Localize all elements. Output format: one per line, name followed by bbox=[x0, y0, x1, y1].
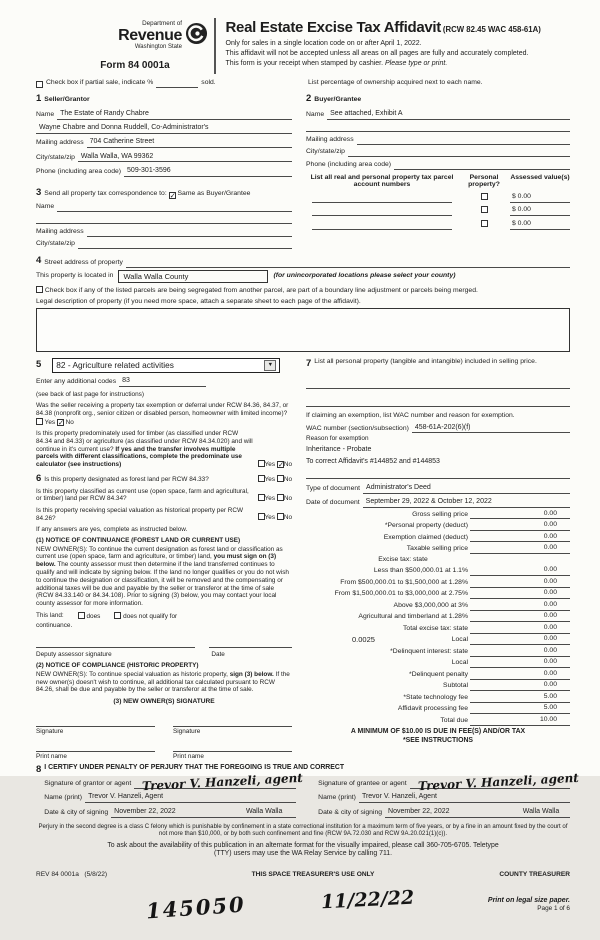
partial-sale-suffix: sold. bbox=[201, 79, 216, 86]
signature-label: Signature bbox=[173, 727, 201, 735]
land-use-code-select[interactable]: 82 - Agriculture related activities ▼ bbox=[52, 358, 280, 373]
wac-number-line[interactable]: 458-61A-202(6)(f) bbox=[412, 423, 570, 434]
excise-row: From $1,500,000.01 to $3,000,000 at 2.75% 0.00 bbox=[306, 588, 570, 600]
excise-agricultural-value[interactable]: 0.00 bbox=[470, 612, 570, 622]
same-as-buyer-checkbox[interactable] bbox=[169, 192, 176, 199]
agency-sub-label: Washington State bbox=[134, 44, 182, 51]
grantor-signing-block bbox=[44, 771, 304, 817]
historical-yes-checkbox[interactable] bbox=[258, 513, 265, 520]
section1-title: Seller/Grantor bbox=[44, 96, 90, 104]
grantor-signature-label: Signature of grantor or agent bbox=[44, 780, 132, 788]
current-use-question: Is this property classified as current use (open space, farm and agricultural, or timber) land per RCW 84.34? Yes No bbox=[36, 487, 292, 503]
receipt-number-handwriting: 145050 bbox=[145, 891, 247, 924]
excise-tier4-value[interactable]: 0.00 bbox=[470, 601, 570, 611]
excise-tier1-value[interactable]: 0.00 bbox=[470, 566, 570, 576]
segregated-label: Check box if any of the listed parcels are being segregated from another parcel, are part of a boundary line adjustment or parcels being merged. bbox=[44, 286, 478, 294]
signature-label: Signature bbox=[36, 727, 64, 735]
does-not-checkbox[interactable] bbox=[114, 612, 121, 619]
notice-compliance-title: (2) NOTICE OF COMPLIANCE (HISTORIC PROPERTY) bbox=[36, 661, 199, 669]
header-line-3: This form is your receipt when stamped by cashier. Please type or print. bbox=[225, 59, 448, 67]
street-address-line[interactable] bbox=[126, 259, 570, 268]
excise-tier2-value[interactable]: 0.00 bbox=[470, 578, 570, 588]
historical-question: Is this property receiving special valuation as historical property per RCW 84.26? Yes No bbox=[36, 506, 292, 522]
money-row: *Personal property (deduct) 0.00 bbox=[306, 519, 570, 531]
partial-sale-label: Check box if partial sale, indicate % bbox=[46, 79, 154, 86]
check-icon: ✓ bbox=[277, 459, 285, 469]
state-technology-fee-value[interactable]: 5.00 bbox=[470, 693, 570, 703]
seller-mailing-label: Mailing address bbox=[36, 139, 84, 147]
perjury-statement: Perjury in the second degree is a class C felony which is punishable by confinement in a state correctional institution for a maximum term of five years, or by a fine in an amount fixed by the court of not more than $10,000, or by both such confinement and fine (RCW 9A.72.030 and RCW 9A.20.021(1)(c)). bbox=[38, 822, 568, 838]
grantee-printname-line[interactable]: Trevor V. Hanzeli, Agent bbox=[359, 792, 570, 803]
forest-no-checkbox[interactable] bbox=[277, 475, 284, 482]
forest-yes-checkbox[interactable] bbox=[258, 475, 265, 482]
current-use-no-checkbox[interactable] bbox=[277, 494, 284, 501]
print-name-label: Print name bbox=[36, 752, 67, 760]
buyer-column bbox=[306, 88, 570, 249]
section1-number: 1 bbox=[36, 92, 42, 104]
partial-sale-percent-line[interactable] bbox=[156, 80, 198, 88]
title-block bbox=[226, 12, 541, 74]
tax-corr-name-line[interactable] bbox=[57, 203, 292, 212]
partial-sale-checkbox[interactable] bbox=[36, 81, 43, 88]
tax-corr-mailing-label: Mailing address bbox=[36, 227, 84, 235]
money-row: *State technology fee 5.00 bbox=[306, 691, 570, 703]
dor-logo-block bbox=[88, 12, 208, 74]
continuance-label: continuance. bbox=[36, 621, 73, 629]
tax-corr-name-line-2[interactable] bbox=[36, 215, 292, 224]
reason-exemption-value-1: Inheritance - Probate bbox=[306, 446, 372, 454]
notice-continuance-title: (1) NOTICE OF CONTINUANCE (FOREST LAND OR CURRENT USE) bbox=[36, 536, 241, 544]
tax-corr-name-label: Name bbox=[36, 202, 55, 210]
seller-name-line-2[interactable]: Wayne Chabre and Donna Ruddell, Co-Administrator's bbox=[36, 123, 292, 134]
seller-phone-line[interactable]: 509-301-3596 bbox=[124, 166, 292, 177]
personal-property-checkbox[interactable] bbox=[481, 206, 488, 213]
check-icon: ✓ bbox=[57, 417, 65, 427]
agency-name: Revenue bbox=[118, 27, 182, 45]
deputy-assessor-label: Deputy assessor signature bbox=[36, 651, 112, 659]
ownership-percentage-note: List percentage of ownership acquired next to each name. bbox=[308, 79, 483, 86]
rev-date: (5/8/22) bbox=[84, 871, 108, 878]
parcel-number-line[interactable] bbox=[312, 208, 452, 216]
parcel-number-line[interactable] bbox=[312, 195, 452, 203]
form-title: Real Estate Excise Tax Affidavit bbox=[225, 19, 441, 36]
personal-property-deduct-value[interactable]: 0.00 bbox=[470, 521, 570, 531]
reason-exemption-label: Reason for exemption bbox=[306, 435, 369, 443]
land-qualify-row: This land: does does not qualify for bbox=[36, 612, 178, 621]
excise-row: Above $3,000,000 at 3% 0.00 bbox=[306, 599, 570, 611]
tax-corr-mailing-line[interactable] bbox=[87, 228, 292, 237]
additional-codes-label: Enter any additional codes bbox=[36, 378, 117, 386]
total-excise-state-value[interactable]: 0.00 bbox=[470, 624, 570, 634]
grantor-date-label: Date & city of signing bbox=[44, 808, 109, 816]
exemption-yes-checkbox[interactable] bbox=[36, 418, 43, 425]
deputy-assessor-signature-line[interactable] bbox=[36, 639, 195, 648]
excise-tier3-value[interactable]: 0.00 bbox=[470, 589, 570, 599]
header-line-2: This affidavit will not be accepted unless all areas on all pages are fully and accurately completed. bbox=[225, 49, 529, 57]
personal-property-checkbox[interactable] bbox=[481, 193, 488, 200]
excise-row: Less than $500,000.01 at 1.1% 0.00 bbox=[306, 565, 570, 577]
agency-small-label: Department of bbox=[142, 20, 182, 27]
taxable-selling-price-value[interactable]: 0.00 bbox=[470, 544, 570, 554]
section4 bbox=[36, 255, 570, 352]
excise-row: Agricultural and timberland at 1.28% 0.00 bbox=[306, 611, 570, 623]
unincorporated-note: (for unincorporated locations please select your county) bbox=[273, 271, 456, 279]
certify-statement: I CERTIFY UNDER PENALTY OF PERJURY THAT THE FOREGOING IS TRUE AND CORRECT bbox=[44, 764, 345, 772]
parcel-table-header bbox=[306, 174, 570, 190]
grantee-signature-line[interactable] bbox=[410, 771, 579, 794]
section8-number: 8 bbox=[36, 764, 42, 776]
grantee-city-line[interactable]: Walla Walla bbox=[512, 807, 570, 818]
personal-property-list-line-2[interactable] bbox=[306, 398, 570, 407]
grantor-date-line[interactable]: November 22, 2022 bbox=[111, 807, 232, 818]
new-owner-signature-line-2[interactable] bbox=[173, 718, 292, 727]
assessed-value-col-header: Assessed value(s) bbox=[510, 173, 570, 181]
section8 bbox=[36, 764, 579, 817]
money-row: Local 0.00 bbox=[306, 657, 570, 669]
section4-number: 4 bbox=[36, 255, 42, 267]
rev-number: REV 84 0001a bbox=[36, 871, 79, 878]
buyer-mailing-label: Mailing address bbox=[306, 135, 354, 143]
form-header bbox=[88, 12, 570, 74]
section5-number: 5 bbox=[36, 359, 42, 371]
reason-exemption-line[interactable] bbox=[306, 470, 570, 479]
local-tax-value[interactable]: 0.00 bbox=[470, 635, 570, 645]
seller-city-line[interactable]: Walla Walla, WA 99362 bbox=[78, 152, 292, 163]
grantee-signature-handwriting: Trevor V. Hanzeli, agent bbox=[417, 771, 579, 794]
buyer-phone-label: Phone (including area code) bbox=[306, 160, 392, 168]
county-treasurer-label: COUNTY TREASURER bbox=[499, 871, 570, 878]
does-checkbox[interactable] bbox=[78, 612, 85, 619]
section6-number: 6 bbox=[36, 472, 42, 484]
minimum-fee-note: A MINIMUM OF $10.00 IS DUE IN FEE(S) AND/OR TAX bbox=[350, 727, 526, 735]
total-due-value[interactable]: 10.00 bbox=[470, 716, 570, 726]
parcel-col-header: List all real and personal property tax parcel account numbers bbox=[310, 173, 454, 189]
legal-description-label: Legal description of property (if you need more space, attach a separate sheet to each page of the affidavit). bbox=[36, 298, 361, 306]
print-note-block bbox=[488, 896, 570, 913]
seller-mailing-line[interactable]: 704 Catherine Street bbox=[87, 137, 292, 148]
money-row: Gross selling price 0.00 bbox=[306, 508, 570, 520]
print-name-label: Print name bbox=[173, 752, 204, 760]
header-line-1: Only for sales in a single location code on or after April 1, 2022. bbox=[225, 39, 422, 47]
tax-corr-city-label: City/state/zip bbox=[36, 240, 75, 248]
header-divider bbox=[214, 18, 216, 74]
this-land-label: This land: bbox=[36, 612, 64, 620]
dor-logo-icon bbox=[185, 22, 208, 45]
money-row: *Delinquent penalty 0.00 bbox=[306, 668, 570, 680]
buyer-city-line[interactable] bbox=[348, 148, 570, 157]
if-yes-note: If any answers are yes, complete as instructed below. bbox=[36, 525, 188, 533]
grantee-signing-block bbox=[318, 771, 579, 817]
same-as-buyer-label: Same as Buyer/Grantee bbox=[177, 190, 251, 198]
new-owner-printname-line-1[interactable] bbox=[36, 743, 155, 752]
section2-title: Buyer/Grantee bbox=[314, 96, 362, 104]
see-instructions-note: *SEE INSTRUCTIONS bbox=[402, 736, 474, 744]
located-in-label: This property is located in bbox=[36, 271, 114, 279]
page-indicator: Page 1 of 6 bbox=[537, 904, 570, 912]
form-number: Form 84 0001a bbox=[100, 59, 170, 71]
accessibility-note: To ask about the availability of this publication in an alternate format for the visually impaired, please call 360-705-6705. Teletype (TTY) users may use the WA Relay Service by calling 711. bbox=[107, 841, 499, 858]
grantor-printname-line[interactable]: Trevor V. Hanzeli, Agent bbox=[85, 792, 296, 803]
delinquent-interest-local-value[interactable]: 0.00 bbox=[470, 658, 570, 668]
see-back-note: (see back of last page for instructions) bbox=[36, 390, 144, 398]
deputy-date-line[interactable] bbox=[209, 639, 292, 648]
grantor-city-line[interactable]: Walla Walla bbox=[232, 807, 296, 818]
new-owner-signature-line-1[interactable] bbox=[36, 718, 155, 727]
print-note: Print on legal size paper. bbox=[487, 896, 570, 904]
county-select[interactable]: Walla Walla County bbox=[118, 270, 268, 284]
local-rate: 0.0025 bbox=[352, 635, 375, 645]
date-of-document-line[interactable]: September 29, 2022 & October 12, 2022 bbox=[363, 497, 570, 508]
parcel-row bbox=[306, 189, 570, 203]
money-row: *Delinquent interest: state 0.00 bbox=[306, 645, 570, 657]
buyer-name-line[interactable]: See attached, Exhibit A bbox=[327, 109, 570, 120]
exemption-deferral-question: Was the seller receiving a property tax exemption or deferral under RCW 84.36, 84.37, or 84.38 (nonprofit org., senior citizen or disabled person, homeowner with limited income)? Yes ✓ No bbox=[36, 402, 289, 427]
stamp-date-handwriting: 11/22/22 bbox=[320, 886, 415, 913]
parcel-row bbox=[306, 203, 570, 217]
buyer-name-label: Name bbox=[306, 110, 325, 118]
section3-label: Send all property tax correspondence to: bbox=[44, 190, 167, 198]
section2-number: 2 bbox=[306, 92, 312, 104]
date-of-document-label: Date of document bbox=[306, 499, 360, 507]
buyer-phone-line[interactable] bbox=[394, 161, 570, 170]
notice-continuance-body: NEW OWNER(S): To continue the current designation as forest land or classification as current use (open space, farm and agriculture, or timber) land, you must sign on (3) below. The county assessor must then determine if the land transferred continues to qualify and will indicate by signing below. If the land no longer qualifies or you do not wish to continue the designation or classification, it will be removed and the compensating or additional taxes will be due and payable by the seller or transferor at the time of sale (RCW 84.33.140 or 84.34.108). Prior to signing (3) below, you may contact your local county assessor for more information. bbox=[36, 545, 289, 608]
grantee-signature-label: Signature of grantee or agent bbox=[318, 780, 407, 788]
reason-exemption-value-2: To correct Affidavit's #144852 and #144853 bbox=[306, 457, 440, 465]
check-icon: ✓ bbox=[169, 191, 176, 201]
assessed-value[interactable]: $ 0.00 bbox=[510, 220, 545, 230]
money-row: Subtotal 0.00 bbox=[306, 680, 570, 692]
seller-column bbox=[36, 88, 292, 249]
grantee-printname-label: Name (print) bbox=[318, 794, 356, 802]
new-owner-printname-line-2[interactable] bbox=[173, 743, 292, 752]
delinquent-penalty-value[interactable]: 0.00 bbox=[470, 670, 570, 680]
affidavit-processing-fee-value[interactable]: 5.00 bbox=[470, 704, 570, 714]
buyer-name-line-2[interactable] bbox=[306, 123, 570, 132]
grantor-signature-handwriting: Trevor V. Hanzeli, agent bbox=[141, 771, 304, 794]
personal-property-checkbox[interactable] bbox=[481, 220, 488, 227]
personal-property-list-line-1[interactable] bbox=[306, 380, 570, 389]
partial-sale-row bbox=[36, 79, 570, 88]
exemption-note: If claiming an exemption, list WAC number and reason for exemption. bbox=[306, 412, 515, 420]
exemption-no-checkbox[interactable] bbox=[57, 419, 64, 426]
money-row: Exemption claimed (deduct) 0.00 bbox=[306, 531, 570, 543]
section7-number: 7 bbox=[306, 357, 312, 369]
historical-no-checkbox[interactable] bbox=[277, 513, 284, 520]
predominate-use-question: Is this property predominately used for timber (as classified under RCW 84.34 and 84.33) or agriculture (as classified under RCW 84.34.020) and will continue in it's current use? If yes and the transfer involves multiple parcels with different classifications, complete the predominate use calculator (see instructions) Yes ✓No bbox=[36, 429, 292, 469]
street-address-label: Street address of property bbox=[44, 258, 123, 266]
personal-property-col-header: Personal property? bbox=[468, 173, 500, 189]
money-row: Taxable selling price 0.00 bbox=[306, 542, 570, 554]
excise-tax-state-header: Excise tax: state bbox=[378, 555, 428, 563]
parcel-row bbox=[306, 216, 570, 230]
subtotal-value[interactable]: 0.00 bbox=[470, 681, 570, 691]
segregated-checkbox[interactable] bbox=[36, 286, 43, 293]
predominate-yes-checkbox[interactable] bbox=[258, 460, 265, 467]
seller-city-label: City/state/zip bbox=[36, 153, 75, 161]
delinquent-interest-state-value[interactable]: 0.00 bbox=[470, 647, 570, 657]
footer-row bbox=[36, 871, 570, 880]
wac-number-label: WAC number (section/subsection) bbox=[306, 424, 409, 432]
grantee-date-line[interactable]: November 22, 2022 bbox=[385, 807, 512, 818]
use-classification-column bbox=[36, 358, 292, 761]
additional-codes-line[interactable]: 83 bbox=[119, 376, 206, 387]
selling-price-column bbox=[306, 358, 570, 761]
seller-phone-label: Phone (including area code) bbox=[36, 167, 122, 175]
dropdown-arrow-icon[interactable]: ▼ bbox=[264, 360, 276, 371]
notice-compliance-body: NEW OWNER(S): To continue special valuation as historic property, sign (3) below. If the new owner(s) doesn't wish to continue, all additional tax calculated pursuant to RCW 84.26, shall be due and payable by the seller or transferor at the time of sale. bbox=[36, 670, 290, 694]
seller-name-line[interactable]: The Estate of Randy Chabre bbox=[57, 109, 292, 120]
section3-number: 3 bbox=[36, 186, 42, 198]
exemption-claimed-value[interactable]: 0.00 bbox=[470, 533, 570, 543]
treasurer-stamp-zone bbox=[36, 880, 570, 940]
current-use-yes-checkbox[interactable] bbox=[258, 494, 265, 501]
form-title-rcw: (RCW 82.45 WAC 458-61A) bbox=[442, 25, 541, 34]
seller-name-label: Name bbox=[36, 110, 55, 118]
grantor-printname-label: Name (print) bbox=[44, 794, 83, 802]
buyer-city-label: City/state/zip bbox=[306, 148, 345, 156]
forest-land-question: 6 Is this property designated as forest land per RCW 84.33? Yes No bbox=[36, 472, 292, 484]
excise-row: From $500,000.01 to $1,500,000 at 1.28% 0.00 bbox=[306, 576, 570, 588]
new-owner-signature-title: (3) NEW OWNER(S) SIGNATURE bbox=[113, 698, 215, 706]
legal-description-box[interactable] bbox=[36, 308, 570, 352]
buyer-mailing-line[interactable] bbox=[357, 136, 570, 145]
money-row: Total due 10.00 bbox=[306, 714, 570, 726]
type-of-document-label: Type of document bbox=[306, 484, 361, 492]
grantee-date-label: Date & city of signing bbox=[318, 808, 383, 816]
grantor-signature-line[interactable] bbox=[134, 771, 304, 794]
money-row: Affidavit processing fee 5.00 bbox=[306, 703, 570, 715]
deputy-date-label: Date bbox=[211, 651, 225, 659]
tax-corr-city-line[interactable] bbox=[78, 240, 292, 249]
gross-selling-price-value[interactable]: 0.00 bbox=[470, 510, 570, 520]
local-rate-row: 0.0025 Local 0.00 bbox=[306, 634, 570, 646]
assessed-value[interactable]: $ 0.00 bbox=[510, 206, 545, 216]
parcel-number-line[interactable] bbox=[312, 222, 452, 230]
excise-row: Total excise tax: state 0.00 bbox=[306, 622, 570, 634]
treasurer-space-label: THIS SPACE TREASURER'S USE ONLY bbox=[251, 871, 375, 878]
assessed-value[interactable]: $ 0.00 bbox=[510, 193, 545, 203]
type-of-document-line[interactable]: Administrator's Deed bbox=[363, 483, 570, 494]
personal-property-intro: List all personal property (tangible and intangible) included in selling price. bbox=[314, 357, 537, 365]
predominate-no-checkbox[interactable] bbox=[277, 461, 284, 468]
